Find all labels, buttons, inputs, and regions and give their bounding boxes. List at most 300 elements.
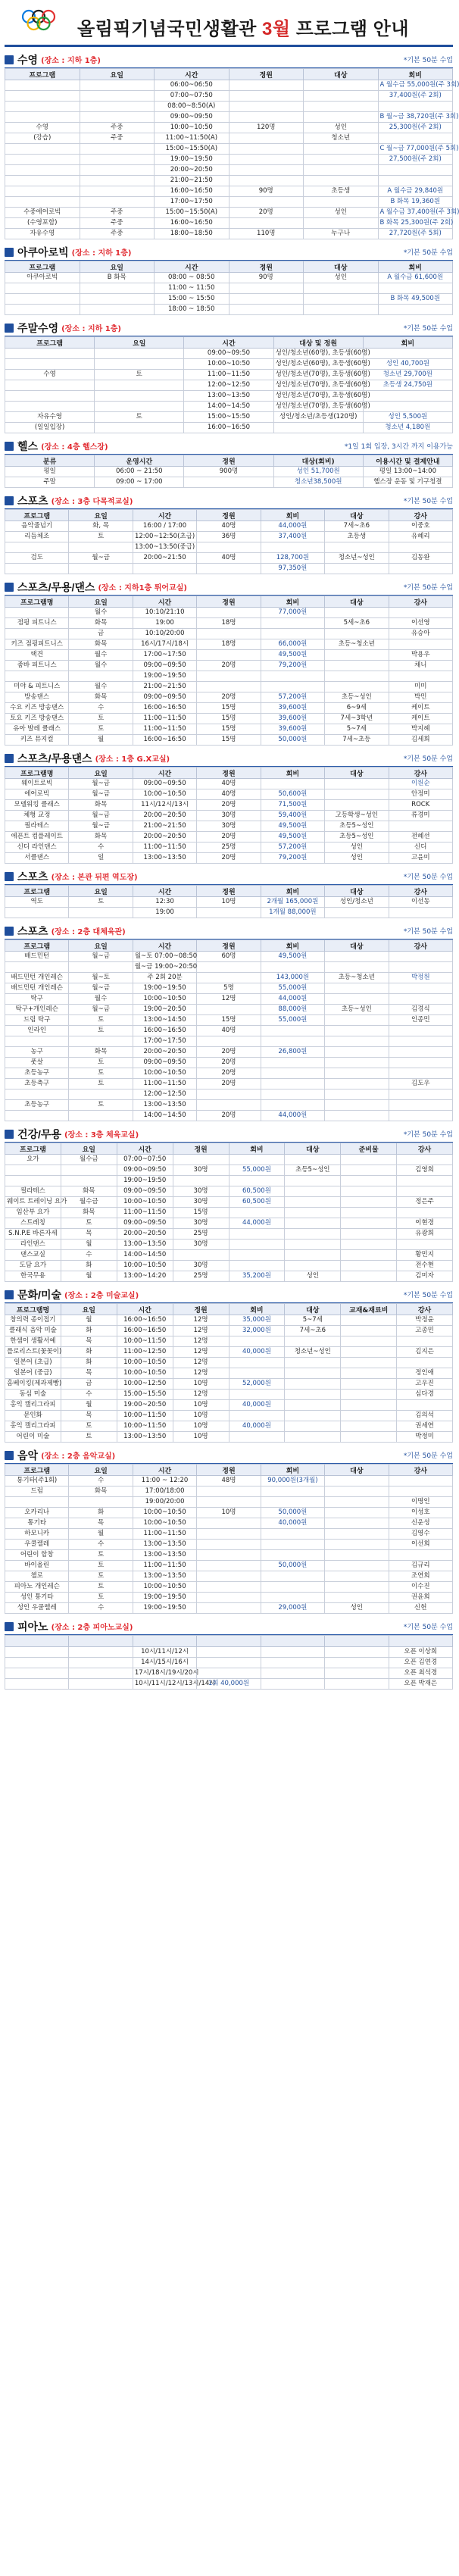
column-header: 대상	[325, 886, 389, 897]
table-cell	[261, 1497, 324, 1508]
table-cell	[378, 305, 453, 315]
column-header	[69, 1636, 133, 1647]
table-cell	[378, 133, 453, 144]
table-row	[5, 412, 453, 423]
table-cell	[5, 1165, 61, 1176]
table-cell	[285, 1400, 341, 1411]
section-sports	[5, 492, 453, 574]
table-cell	[304, 112, 379, 123]
table-cell	[229, 1176, 285, 1186]
column-header: 회비	[363, 337, 452, 349]
table-cell: 71,500원	[261, 800, 324, 811]
table-cell: 성인/청소년/초등생(120명)	[273, 412, 363, 423]
table-cell: 50,000원	[261, 1561, 324, 1571]
table-cell	[285, 1250, 341, 1261]
section-note: *기본 50분 수업	[403, 584, 453, 592]
table-cell	[229, 218, 304, 229]
table-cell: 12:00~12:50(초급)	[133, 532, 196, 542]
table-cell: 60,500원	[229, 1186, 285, 1197]
section-note: *기본 50분 수업	[403, 1292, 453, 1299]
table-cell: 13:00~13:50	[133, 1571, 196, 1582]
table-cell: 월~금	[69, 952, 133, 962]
table-cell	[261, 1036, 324, 1047]
section-bullet-icon	[5, 754, 14, 763]
table-cell	[5, 155, 80, 165]
table-cell: 20명	[197, 1058, 261, 1068]
table-cell: 토	[69, 724, 133, 735]
table-cell	[325, 1089, 389, 1100]
table-cell: 20명	[197, 1079, 261, 1089]
table-cell	[261, 1550, 324, 1561]
column-header: 프로그램	[5, 337, 95, 349]
table-cell: 7세~초6	[285, 1326, 341, 1336]
program-table	[5, 1635, 453, 1690]
table-cell	[389, 952, 452, 962]
table-cell: 18명	[197, 618, 261, 629]
table-cell	[229, 144, 304, 155]
column-header: 프로그램명	[5, 767, 69, 779]
table-cell: 인라인	[5, 1026, 69, 1036]
table-cell: 1개월 88,000원	[261, 908, 324, 918]
table-cell	[397, 1358, 453, 1368]
table-row	[5, 1165, 453, 1176]
table-cell	[325, 908, 389, 918]
table-row	[5, 1668, 453, 1679]
table-cell	[69, 1679, 133, 1690]
table-cell	[325, 1111, 389, 1121]
column-header: 교재&재료비	[341, 1304, 397, 1315]
table-cell: 토	[69, 1100, 133, 1111]
column-header: 강사	[389, 767, 452, 779]
table-cell: 77,000원	[261, 608, 324, 618]
table-cell: 15:00~15:50(A)	[155, 208, 230, 218]
table-cell: 일	[69, 853, 133, 864]
page-title	[77, 14, 409, 40]
section-title: 스포츠/무용/댄스	[17, 580, 95, 593]
table-cell	[5, 1176, 61, 1186]
table-cell: 고윤미	[389, 853, 452, 864]
table-cell: 13:00~14:50	[133, 1015, 196, 1026]
table-cell	[341, 1379, 397, 1390]
table-cell	[5, 197, 80, 208]
table-cell: 이성호	[389, 1508, 452, 1518]
table-cell: 수	[69, 843, 133, 853]
column-header: 요일	[69, 510, 133, 521]
table-cell: 신운성	[389, 1518, 452, 1529]
section-bullet-icon	[5, 248, 14, 257]
table-cell	[341, 1358, 397, 1368]
table-cell: 토	[69, 714, 133, 724]
section-bullet-icon	[5, 496, 14, 505]
table-cell: 10:10/20:00	[133, 629, 196, 639]
table-cell: 월~금	[69, 1005, 133, 1015]
table-cell: 토	[69, 1582, 133, 1593]
table-cell: 90명	[229, 186, 304, 197]
table-cell: 40명	[197, 553, 261, 564]
table-cell	[173, 1176, 229, 1186]
table-cell	[304, 102, 379, 112]
table-row	[5, 1100, 453, 1111]
section-place: (장소 : 본관 뒤편 역도장)	[51, 874, 138, 882]
table-cell	[341, 1271, 397, 1282]
table-cell	[197, 1089, 261, 1100]
table-row	[5, 1347, 453, 1358]
column-header: 프로그램	[5, 261, 80, 273]
column-header	[389, 1636, 452, 1647]
table-cell	[69, 564, 133, 574]
table-cell: 12:00~12:50	[184, 380, 273, 391]
table-cell: 어린이 합창	[5, 1550, 69, 1561]
table-row	[5, 155, 453, 165]
table-cell: 10:00~10:50	[117, 1368, 173, 1379]
table-cell	[325, 1508, 389, 1518]
column-header: 이용시간 및 결제안내	[363, 455, 452, 467]
table-cell	[325, 983, 389, 994]
table-cell: 17:00~17:50	[133, 1036, 196, 1047]
section-bullet-icon	[5, 583, 14, 592]
table-cell: 성인	[285, 1271, 341, 1282]
table-cell	[304, 294, 379, 305]
table-cell	[261, 542, 324, 553]
table-row	[5, 467, 453, 477]
table-row	[5, 305, 453, 315]
table-cell: 배드민턴 개인레슨	[5, 983, 69, 994]
table-cell	[378, 283, 453, 294]
table-cell: 29,000원	[261, 1603, 324, 1614]
table-cell: 이현경	[397, 1218, 453, 1229]
table-cell: 문인화	[5, 1411, 61, 1421]
table-cell	[261, 1100, 324, 1111]
table-cell: B 화목	[80, 273, 155, 283]
table-cell: 12:00~12:50	[133, 1089, 196, 1100]
table-cell	[261, 1679, 324, 1690]
table-cell: 화	[61, 1358, 117, 1368]
table-cell: 홍익 캘리그라피	[5, 1421, 61, 1432]
table-cell	[197, 1540, 261, 1550]
table-cell	[341, 1261, 397, 1271]
table-cell: 탁구	[5, 994, 69, 1005]
table-cell: 류경미	[389, 811, 452, 821]
table-cell	[197, 542, 261, 553]
table-cell	[341, 1315, 397, 1326]
table-cell: 채니	[389, 661, 452, 671]
table-cell	[197, 962, 261, 973]
table-row	[5, 1079, 453, 1089]
table-cell	[389, 1036, 452, 1047]
table-cell: 44,000원	[261, 1111, 324, 1121]
table-cell: 40,000원	[229, 1347, 285, 1358]
section-place: (장소 : 3층 체육교실)	[64, 1131, 139, 1140]
table-cell: 27,720원(주 5회)	[378, 229, 453, 239]
table-cell	[5, 629, 69, 639]
table-cell	[229, 176, 304, 186]
table-cell	[80, 165, 155, 176]
section-header	[5, 579, 453, 596]
table-cell	[325, 1561, 389, 1571]
table-cell: 19:00~19:50	[133, 1603, 196, 1614]
table-cell	[69, 908, 133, 918]
table-row	[5, 908, 453, 918]
table-cell: 수	[69, 1476, 133, 1487]
table-cell	[341, 1347, 397, 1358]
table-cell	[389, 608, 452, 618]
table-cell: 줌바 피트니스	[5, 661, 69, 671]
table-cell: 20:00~20:50	[133, 811, 196, 821]
table-cell	[5, 1036, 69, 1047]
table-cell: 19:00~20:50	[133, 1005, 196, 1015]
column-header: 대상	[285, 1304, 341, 1315]
table-cell	[197, 608, 261, 618]
table-cell: 09:00 ~ 17:00	[95, 477, 184, 488]
table-cell: 미미	[389, 682, 452, 692]
table-cell: 어린이 미술	[5, 1432, 61, 1443]
table-cell: 44,000원	[229, 1218, 285, 1229]
program-table	[5, 509, 453, 574]
table-cell: 49,500원	[261, 821, 324, 832]
table-cell	[229, 80, 304, 91]
table-cell: 월수	[69, 650, 133, 661]
table-cell: 128,700원	[261, 553, 324, 564]
table-cell: 초등~청소년	[325, 973, 389, 983]
table-row	[5, 703, 453, 714]
table-row	[5, 853, 453, 864]
table-cell: 2개월 165,000원	[261, 897, 324, 908]
table-cell	[389, 821, 452, 832]
column-header: 분류	[5, 455, 95, 467]
table-cell	[273, 423, 363, 433]
table-cell: 32,000원	[229, 1326, 285, 1336]
table-row	[5, 1261, 453, 1271]
section-place: (장소 : 2층 피아노교실)	[51, 1624, 133, 1632]
section-place: (장소 : 지하 1층)	[71, 249, 132, 258]
table-cell: 화목	[61, 1186, 117, 1197]
table-cell	[80, 80, 155, 91]
table-cell	[229, 197, 304, 208]
table-cell: 전수현	[397, 1261, 453, 1271]
table-row	[5, 144, 453, 155]
table-cell	[389, 994, 452, 1005]
table-cell: 피아노 개인레슨	[5, 1582, 69, 1593]
table-cell	[341, 1400, 397, 1411]
table-cell	[5, 962, 69, 973]
table-cell: 헬스장 운동 및 기구청결	[363, 477, 452, 488]
table-cell: 케이트	[389, 703, 452, 714]
table-cell	[304, 91, 379, 102]
table-cell	[325, 1668, 389, 1679]
table-cell	[5, 112, 80, 123]
table-cell: 도담 요가	[5, 1261, 61, 1271]
table-row	[5, 962, 453, 973]
table-cell	[325, 629, 389, 639]
table-cell	[5, 542, 69, 553]
table-cell	[325, 1518, 389, 1529]
table-cell	[325, 1582, 389, 1593]
table-cell: 1회 40,000원	[197, 1679, 261, 1690]
table-cell	[229, 155, 304, 165]
table-cell: 20:00~20:50	[133, 1047, 196, 1058]
table-cell	[261, 1487, 324, 1497]
table-row	[5, 1432, 453, 1443]
table-cell	[325, 1487, 389, 1497]
table-row	[5, 1111, 453, 1121]
table-cell: 13:00~13:50	[117, 1240, 173, 1250]
table-cell: 10:00~10:50	[133, 994, 196, 1005]
table-row	[5, 283, 453, 294]
table-cell: 동심 미술	[5, 1390, 61, 1400]
table-row	[5, 1368, 453, 1379]
table-cell	[5, 1089, 69, 1100]
table-cell: 수	[69, 1540, 133, 1550]
table-cell	[69, 542, 133, 553]
table-cell: 성인/청소년(60명), 초등생(60명)	[273, 359, 363, 370]
table-cell	[285, 1186, 341, 1197]
table-cell: 금	[69, 629, 133, 639]
table-cell	[285, 1218, 341, 1229]
table-cell	[197, 564, 261, 574]
table-cell	[341, 1176, 397, 1186]
table-cell: 청소년 29,700원	[363, 370, 452, 380]
section-bullet-icon	[5, 324, 14, 333]
table-cell	[389, 1111, 452, 1121]
table-cell: 청소년~성인	[325, 553, 389, 564]
table-cell: 10:00~10:50	[133, 1068, 196, 1079]
table-cell: 초등농구	[5, 1068, 69, 1079]
table-cell: 10명	[173, 1379, 229, 1390]
section-culture	[5, 1286, 453, 1443]
table-cell	[285, 1390, 341, 1400]
program-table	[5, 767, 453, 864]
column-header: 정원	[197, 596, 261, 608]
table-cell: 홍익 캘리그라피	[5, 1400, 61, 1411]
table-cell: 40,000원	[261, 1518, 324, 1529]
table-cell: 30명	[173, 1165, 229, 1176]
table-cell: 서클댄스	[5, 853, 69, 864]
section-header	[5, 1618, 453, 1635]
table-cell	[80, 91, 155, 102]
table-cell	[397, 1400, 453, 1411]
table-cell: 라인댄스	[5, 1240, 61, 1250]
table-cell	[80, 283, 155, 294]
table-row	[5, 112, 453, 123]
table-cell: 김영희	[397, 1165, 453, 1176]
table-cell: 16:00~16:50	[155, 218, 230, 229]
section-place: (장소 : 1층 G.X교실)	[95, 755, 170, 764]
table-cell: 월	[69, 1529, 133, 1540]
table-cell: 월수금	[61, 1155, 117, 1165]
table-cell	[304, 144, 379, 155]
table-cell: 월	[69, 735, 133, 746]
table-row	[5, 1271, 453, 1282]
column-header: 시간	[133, 940, 196, 952]
table-cell: S.N.P.E 바른자세	[5, 1229, 61, 1240]
table-cell: 13:00~13:50	[117, 1432, 173, 1443]
table-row	[5, 1518, 453, 1529]
table-cell: 화목	[69, 618, 133, 629]
table-cell: 박용우	[389, 650, 452, 661]
table-cell: 청소년38,500원	[273, 477, 363, 488]
table-cell	[197, 1005, 261, 1015]
table-cell	[229, 1390, 285, 1400]
table-cell	[197, 1603, 261, 1614]
table-cell	[397, 1186, 453, 1197]
table-cell: 성인 51,700원	[273, 467, 363, 477]
table-cell	[325, 564, 389, 574]
table-row	[5, 1487, 453, 1497]
table-cell: 17:00~17:50	[155, 197, 230, 208]
table-cell: 성인 40,700원	[363, 359, 452, 370]
table-cell	[69, 1647, 133, 1658]
table-cell: 55,000원	[261, 983, 324, 994]
table-cell	[341, 1368, 397, 1379]
table-cell: 웨이트로빅	[5, 779, 69, 789]
table-cell: 10:00~10:50	[133, 1508, 196, 1518]
column-header: 대상	[304, 69, 379, 80]
table-cell	[229, 305, 304, 315]
table-row	[5, 618, 453, 629]
section-title: 피아노	[17, 1620, 48, 1633]
table-cell	[325, 542, 389, 553]
table-row	[5, 370, 453, 380]
table-cell	[229, 112, 304, 123]
table-row	[5, 1208, 453, 1218]
table-row	[5, 521, 453, 532]
table-cell	[285, 1336, 341, 1347]
table-cell	[285, 1411, 341, 1421]
table-cell: 우쿨렐레	[5, 1540, 69, 1550]
table-cell	[363, 391, 452, 402]
table-cell	[69, 962, 133, 973]
table-cell	[5, 80, 80, 91]
table-row	[5, 608, 453, 618]
table-cell: 12명	[173, 1315, 229, 1326]
table-cell: 월	[61, 1315, 117, 1326]
table-cell	[397, 1208, 453, 1218]
section-header	[5, 244, 453, 261]
table-cell	[197, 650, 261, 661]
table-cell	[389, 1487, 452, 1497]
table-cell	[341, 1421, 397, 1432]
table-cell: 화	[61, 1326, 117, 1336]
column-header	[133, 1636, 196, 1647]
table-cell: 11:00~11:50	[184, 370, 273, 380]
table-cell: 화목	[69, 639, 133, 650]
program-table	[5, 261, 453, 315]
table-cell: 09:00~09:50	[117, 1165, 173, 1176]
column-header	[197, 1636, 261, 1647]
table-cell	[80, 144, 155, 155]
table-cell	[229, 1229, 285, 1240]
section-dance	[5, 579, 453, 746]
program-sections	[0, 52, 457, 1690]
table-cell: 유아 발레 클래스	[5, 724, 69, 735]
table-cell: 토	[61, 1432, 117, 1443]
table-cell: 클래식 음악 미술	[5, 1326, 61, 1336]
table-cell: 20명	[197, 800, 261, 811]
table-cell	[5, 283, 80, 294]
table-cell	[69, 1089, 133, 1100]
column-header: 강사	[397, 1304, 453, 1315]
table-cell: 10:00~12:50	[117, 1379, 173, 1390]
table-row	[5, 1379, 453, 1390]
table-cell: 10:00~11:50	[117, 1421, 173, 1432]
table-cell	[5, 186, 80, 197]
table-row	[5, 897, 453, 908]
column-header: 요일	[80, 261, 155, 273]
table-cell: 박정원	[389, 973, 452, 983]
table-row	[5, 1336, 453, 1347]
column-header: 요일	[61, 1304, 117, 1315]
table-cell	[229, 1336, 285, 1347]
